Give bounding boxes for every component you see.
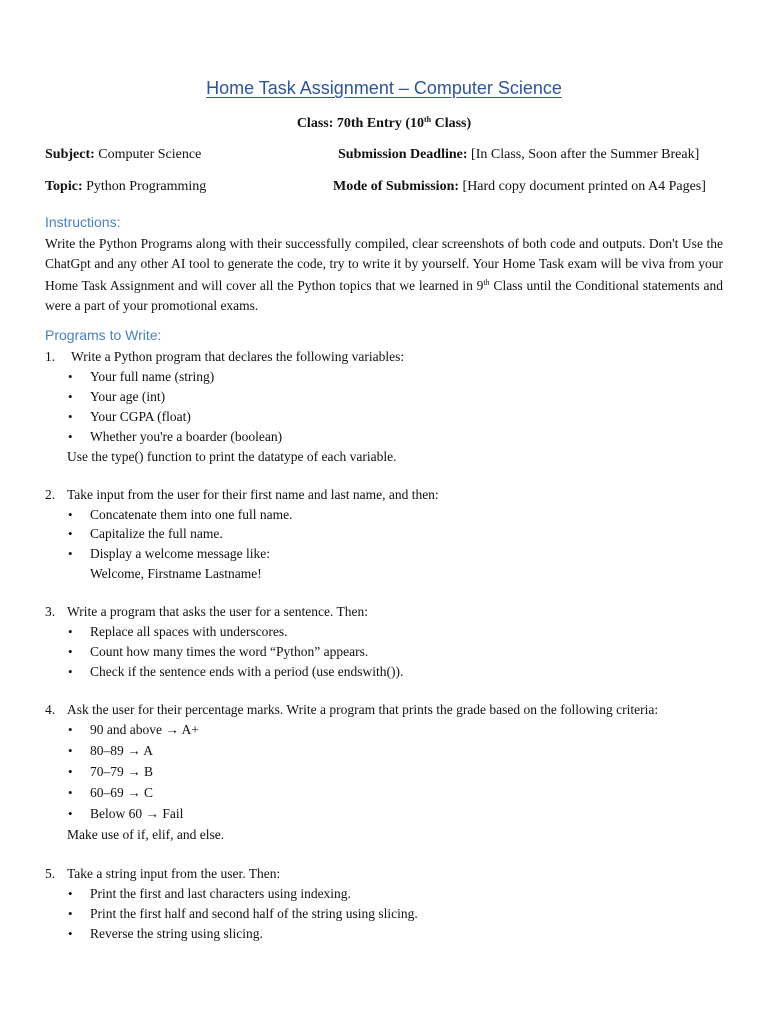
bullet-icon: • — [68, 886, 73, 901]
program-2-number: 2. — [45, 487, 56, 502]
program-4-item-4: 60–69 → C — [90, 785, 154, 800]
class-line-suffix: Class) — [431, 116, 472, 131]
program-3-number: 3. — [45, 604, 56, 619]
bullet-icon: • — [68, 764, 73, 779]
program-4-number: 4. — [45, 702, 56, 717]
bullet-icon: • — [68, 806, 73, 821]
instructions-text — [45, 234, 723, 315]
class-line-superscript: th — [423, 115, 432, 124]
program-2-welcome-example: Welcome, Firstname Lastname! — [90, 566, 262, 581]
bullet-icon: • — [68, 409, 73, 424]
deadline-value: [In Class, Soon after the Summer Break] — [467, 147, 700, 162]
deadline-field — [338, 147, 699, 163]
programs-heading: Programs to Write: — [45, 327, 162, 343]
subject-label: Subject: — [45, 147, 95, 162]
program-2-item-3: Display a welcome message like: — [90, 546, 270, 561]
bullet-icon: • — [68, 644, 73, 659]
instructions-text-a: Write the Python Programs along with their successfully compiled, clear screenshots of both code and outputs. Don't Use the ChatGpt and any other AI tool to generate the code, try to write it by yourself. Your Home Task exam will be viva from your Home Task Assignment and will cover all the Python topics that we learned in 9 — [45, 236, 723, 293]
program-3-item-3: Check if the sentence ends with a period (use endswith()). — [90, 664, 404, 679]
program-5-item-1: Print the first and last characters using indexing. — [90, 886, 351, 901]
bullet-icon: • — [68, 429, 73, 444]
bullet-icon: • — [68, 664, 73, 679]
program-5-item-2: Print the first half and second half of the string using slicing. — [90, 906, 418, 921]
instructions-superscript: th — [483, 278, 490, 287]
topic-field — [45, 179, 206, 195]
mode-field — [333, 179, 706, 195]
program-5-intro: Take a string input from the user. Then: — [67, 866, 281, 881]
bullet-icon: • — [68, 906, 73, 921]
program-4-item-2: 80–89 → A — [90, 743, 154, 758]
program-5-number: 5. — [45, 866, 56, 881]
subject-field — [45, 147, 201, 163]
bullet-icon: • — [68, 369, 73, 384]
program-1-item-2: Your age (int) — [90, 389, 166, 404]
mode-value: [Hard copy document printed on A4 Pages] — [459, 179, 706, 194]
bullet-icon: • — [68, 389, 73, 404]
bullet-icon: • — [68, 546, 73, 561]
program-4-intro: Ask the user for their percentage marks. Write a program that prints the grade based on the following criteria: — [67, 702, 659, 717]
bullet-icon: • — [68, 722, 73, 737]
document-title: Home Task Assignment – Computer Science — [206, 78, 562, 98]
program-1-item-3: Your CGPA (float) — [90, 409, 191, 424]
program-3-item-1: Replace all spaces with underscores. — [90, 624, 288, 639]
bullet-icon: • — [68, 785, 73, 800]
program-4-outro: Make use of if, elif, and else. — [67, 827, 225, 842]
program-2-item-1: Concatenate them into one full name. — [90, 507, 293, 522]
program-2-intro: Take input from the user for their first name and last name, and then: — [67, 487, 439, 502]
program-4-item-5: Below 60 → Fail — [90, 806, 184, 821]
program-1-outro: Use the type() function to print the datatype of each variable. — [67, 449, 397, 464]
bullet-icon: • — [68, 743, 73, 758]
subject-value: Computer Science — [94, 147, 202, 162]
bullet-icon: • — [68, 507, 73, 522]
program-3-intro: Write a program that asks the user for a sentence. Then: — [67, 604, 368, 619]
class-line-prefix: Class: 70th Entry (10 — [296, 116, 424, 131]
deadline-label: Submission Deadline: — [338, 147, 468, 162]
program-1-number: 1. — [45, 349, 56, 364]
mode-label: Mode of Submission: — [333, 179, 460, 194]
program-5-item-3: Reverse the string using slicing. — [90, 926, 263, 941]
topic-label: Topic: — [45, 179, 83, 194]
program-1-item-1: Your full name (string) — [90, 369, 215, 384]
program-1-item-4: Whether you're a boarder (boolean) — [90, 429, 283, 444]
program-4-item-1: 90 and above → A+ — [90, 722, 199, 737]
topic-value: Python Programming — [82, 179, 207, 194]
instructions-heading: Instructions: — [45, 214, 121, 230]
bullet-icon: • — [68, 926, 73, 941]
program-4-item-3: 70–79 → B — [90, 764, 154, 779]
bullet-icon: • — [68, 526, 73, 541]
program-3-item-2: Count how many times the word “Python” appears. — [90, 644, 369, 659]
bullet-icon: • — [68, 624, 73, 639]
class-line — [0, 115, 768, 132]
program-2-item-2: Capitalize the full name. — [90, 526, 223, 541]
program-1-intro: Write a Python program that declares the following variables: — [71, 349, 405, 364]
instructions-text-b: Class until the Conditional statements and were a part of your promotional exams. — [45, 278, 723, 313]
